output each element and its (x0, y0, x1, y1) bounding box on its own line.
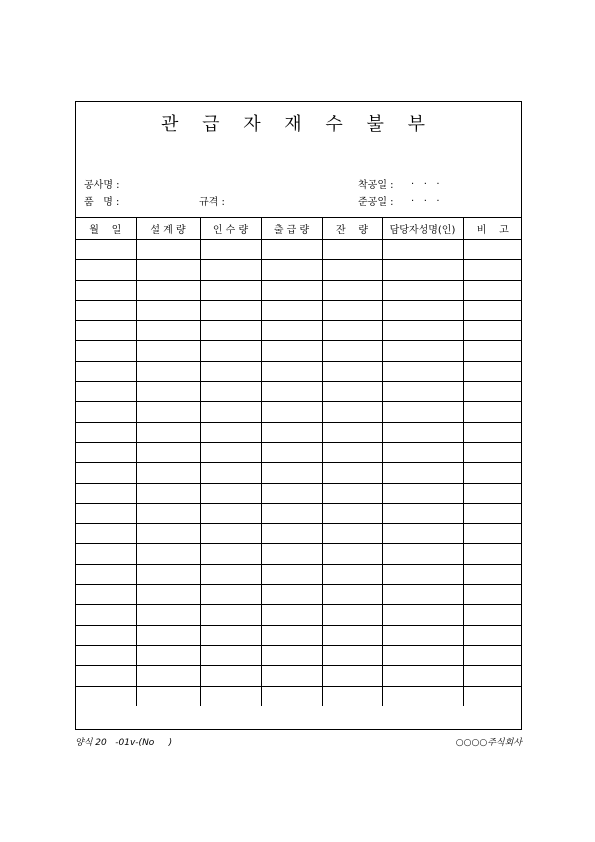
table-cell (75, 605, 136, 625)
form-title: 관 급 자 재 수 불 부 (160, 114, 435, 135)
table-cell (136, 524, 200, 544)
table-cell (261, 544, 322, 564)
table-cell (463, 625, 522, 645)
form-code: 양식 20 -01v-(No ) (75, 738, 173, 748)
table-row (75, 341, 522, 361)
table-cell (136, 585, 200, 605)
table-cell (75, 442, 136, 462)
table-cell (382, 503, 463, 523)
table-cell (463, 503, 522, 523)
table-cell (463, 666, 522, 686)
table-cell (382, 625, 463, 645)
table-cell (200, 524, 261, 544)
material-ledger-table (75, 217, 522, 706)
table-cell (136, 686, 200, 706)
table-row (75, 280, 522, 300)
table-cell (200, 585, 261, 605)
table-cell (75, 321, 136, 341)
table-cell (382, 605, 463, 625)
table-cell (261, 422, 322, 442)
table-row (75, 382, 522, 402)
table-row (75, 625, 522, 645)
table-cell (136, 422, 200, 442)
table-cell (136, 645, 200, 665)
table-cell (382, 361, 463, 381)
table-row (75, 645, 522, 665)
table-cell (322, 341, 382, 361)
table-cell (200, 463, 261, 483)
table-cell (463, 483, 522, 503)
table-cell (75, 625, 136, 645)
table-cell (200, 422, 261, 442)
table-cell (200, 260, 261, 280)
table-cell (382, 382, 463, 402)
table-cell (75, 382, 136, 402)
table-cell (75, 686, 136, 706)
table-cell (200, 564, 261, 584)
table-row (75, 442, 522, 462)
table-cell (75, 483, 136, 503)
header-issued-qty: 출 급 량 (261, 218, 322, 240)
table-cell (200, 625, 261, 645)
table-cell (322, 382, 382, 402)
table-cell (382, 341, 463, 361)
table-cell (463, 341, 522, 361)
table-cell (463, 645, 522, 665)
table-cell (382, 422, 463, 442)
table-cell (75, 341, 136, 361)
table-cell (322, 260, 382, 280)
table-cell (75, 463, 136, 483)
table-cell (261, 341, 322, 361)
table-cell (75, 524, 136, 544)
start-date-value: . . . (411, 176, 440, 187)
header-received-qty: 인 수 량 (200, 218, 261, 240)
table-cell (200, 442, 261, 462)
table-cell (382, 483, 463, 503)
table-cell (75, 645, 136, 665)
table-cell (136, 605, 200, 625)
table-row (75, 524, 522, 544)
table-cell (136, 442, 200, 462)
table-cell (261, 463, 322, 483)
table-row (75, 260, 522, 280)
project-name-label: 공사명 : (84, 180, 120, 191)
table-body (75, 240, 522, 707)
table-cell (75, 361, 136, 381)
table-row (75, 605, 522, 625)
table-cell (463, 442, 522, 462)
table-cell (261, 240, 322, 260)
table-cell (136, 260, 200, 280)
table-cell (261, 280, 322, 300)
table-cell (200, 280, 261, 300)
table-cell (322, 625, 382, 645)
table-cell (463, 361, 522, 381)
table-cell (200, 503, 261, 523)
table-cell (322, 645, 382, 665)
table-cell (75, 300, 136, 320)
table-cell (322, 240, 382, 260)
table-row (75, 300, 522, 320)
table-cell (322, 422, 382, 442)
table-row (75, 544, 522, 564)
table-cell (136, 382, 200, 402)
table-cell (200, 361, 261, 381)
table-cell (322, 463, 382, 483)
table-cell (200, 321, 261, 341)
table-cell (136, 503, 200, 523)
table-cell (463, 321, 522, 341)
table-cell (200, 483, 261, 503)
table-cell (322, 300, 382, 320)
table-cell (463, 564, 522, 584)
table-cell (75, 422, 136, 442)
table-row (75, 321, 522, 341)
table-cell (200, 544, 261, 564)
table-cell (382, 524, 463, 544)
table-cell (75, 564, 136, 584)
table-cell (75, 402, 136, 422)
table-cell (261, 300, 322, 320)
table-cell (136, 463, 200, 483)
table-cell (322, 686, 382, 706)
header-design-qty: 설 계 량 (136, 218, 200, 240)
table-cell (322, 605, 382, 625)
header-balance: 잔 량 (322, 218, 382, 240)
table-row (75, 402, 522, 422)
table-cell (463, 260, 522, 280)
table-cell (463, 382, 522, 402)
table-cell (463, 544, 522, 564)
table-cell (136, 402, 200, 422)
table-cell (382, 300, 463, 320)
table-cell (261, 645, 322, 665)
table-cell (382, 402, 463, 422)
table-row (75, 564, 522, 584)
table-cell (322, 361, 382, 381)
table-cell (200, 645, 261, 665)
table-row (75, 483, 522, 503)
table-cell (382, 260, 463, 280)
table-cell (261, 361, 322, 381)
table-cell (261, 625, 322, 645)
table-cell (261, 585, 322, 605)
table-cell (261, 564, 322, 584)
table-cell (261, 260, 322, 280)
table-cell (136, 240, 200, 260)
table-cell (136, 280, 200, 300)
table-cell (382, 280, 463, 300)
table-cell (382, 686, 463, 706)
completion-date-value: . . . (411, 193, 440, 204)
table-cell (75, 260, 136, 280)
header-month-day: 월 일 (75, 218, 136, 240)
table-cell (322, 585, 382, 605)
spec-label: 규격 : (199, 197, 225, 208)
table-cell (75, 503, 136, 523)
table-cell (136, 483, 200, 503)
table-row (75, 503, 522, 523)
table-cell (463, 402, 522, 422)
table-cell (322, 280, 382, 300)
table-cell (463, 300, 522, 320)
table-cell (200, 605, 261, 625)
table-cell (322, 503, 382, 523)
table-cell (463, 240, 522, 260)
table-cell (322, 524, 382, 544)
table-cell (75, 544, 136, 564)
table-row (75, 422, 522, 442)
table-cell (261, 483, 322, 503)
table-row (75, 463, 522, 483)
table-cell (322, 483, 382, 503)
table-header-row (75, 218, 522, 240)
company-name: ○○○○주식회사 (455, 738, 522, 748)
table-row (75, 361, 522, 381)
table-cell (261, 666, 322, 686)
table-cell (200, 666, 261, 686)
table-cell (322, 442, 382, 462)
table-cell (75, 240, 136, 260)
table-cell (463, 585, 522, 605)
table-cell (261, 503, 322, 523)
start-date-label: 착공일 : (358, 180, 394, 191)
table-cell (261, 442, 322, 462)
table-cell (136, 341, 200, 361)
table-cell (463, 524, 522, 544)
table-cell (382, 544, 463, 564)
table-cell (382, 645, 463, 665)
table-cell (322, 666, 382, 686)
table-cell (382, 666, 463, 686)
table-row (75, 666, 522, 686)
table-cell (136, 544, 200, 564)
table-cell (322, 544, 382, 564)
table-cell (136, 300, 200, 320)
table-cell (382, 463, 463, 483)
table-cell (382, 240, 463, 260)
table-cell (382, 585, 463, 605)
table-cell (261, 402, 322, 422)
table-cell (322, 321, 382, 341)
table-cell (136, 361, 200, 381)
table-cell (322, 402, 382, 422)
table-cell (200, 300, 261, 320)
table-row (75, 240, 522, 260)
table-cell (261, 321, 322, 341)
table-cell (75, 666, 136, 686)
table-cell (261, 524, 322, 544)
table-cell (200, 341, 261, 361)
table-cell (261, 382, 322, 402)
table-cell (75, 280, 136, 300)
table-cell (136, 625, 200, 645)
table-row (75, 585, 522, 605)
table-cell (200, 382, 261, 402)
table-cell (463, 422, 522, 442)
table-cell (200, 402, 261, 422)
table-cell (382, 321, 463, 341)
table-cell (463, 463, 522, 483)
header-person-in-charge: 담당자성명(인) (382, 218, 463, 240)
table-cell (200, 240, 261, 260)
header-remarks: 비 고 (463, 218, 522, 240)
table-row (75, 686, 522, 706)
completion-date-label: 준공일 : (358, 197, 394, 208)
table-cell (382, 442, 463, 462)
table-cell (463, 686, 522, 706)
table-cell (322, 564, 382, 584)
table-cell (382, 564, 463, 584)
table-cell (136, 321, 200, 341)
table-cell (75, 585, 136, 605)
table-cell (200, 686, 261, 706)
table-cell (463, 605, 522, 625)
table-cell (261, 605, 322, 625)
table-cell (261, 686, 322, 706)
table-cell (463, 280, 522, 300)
item-name-label: 품 명 : (84, 197, 120, 208)
table-cell (136, 666, 200, 686)
table-cell (136, 564, 200, 584)
